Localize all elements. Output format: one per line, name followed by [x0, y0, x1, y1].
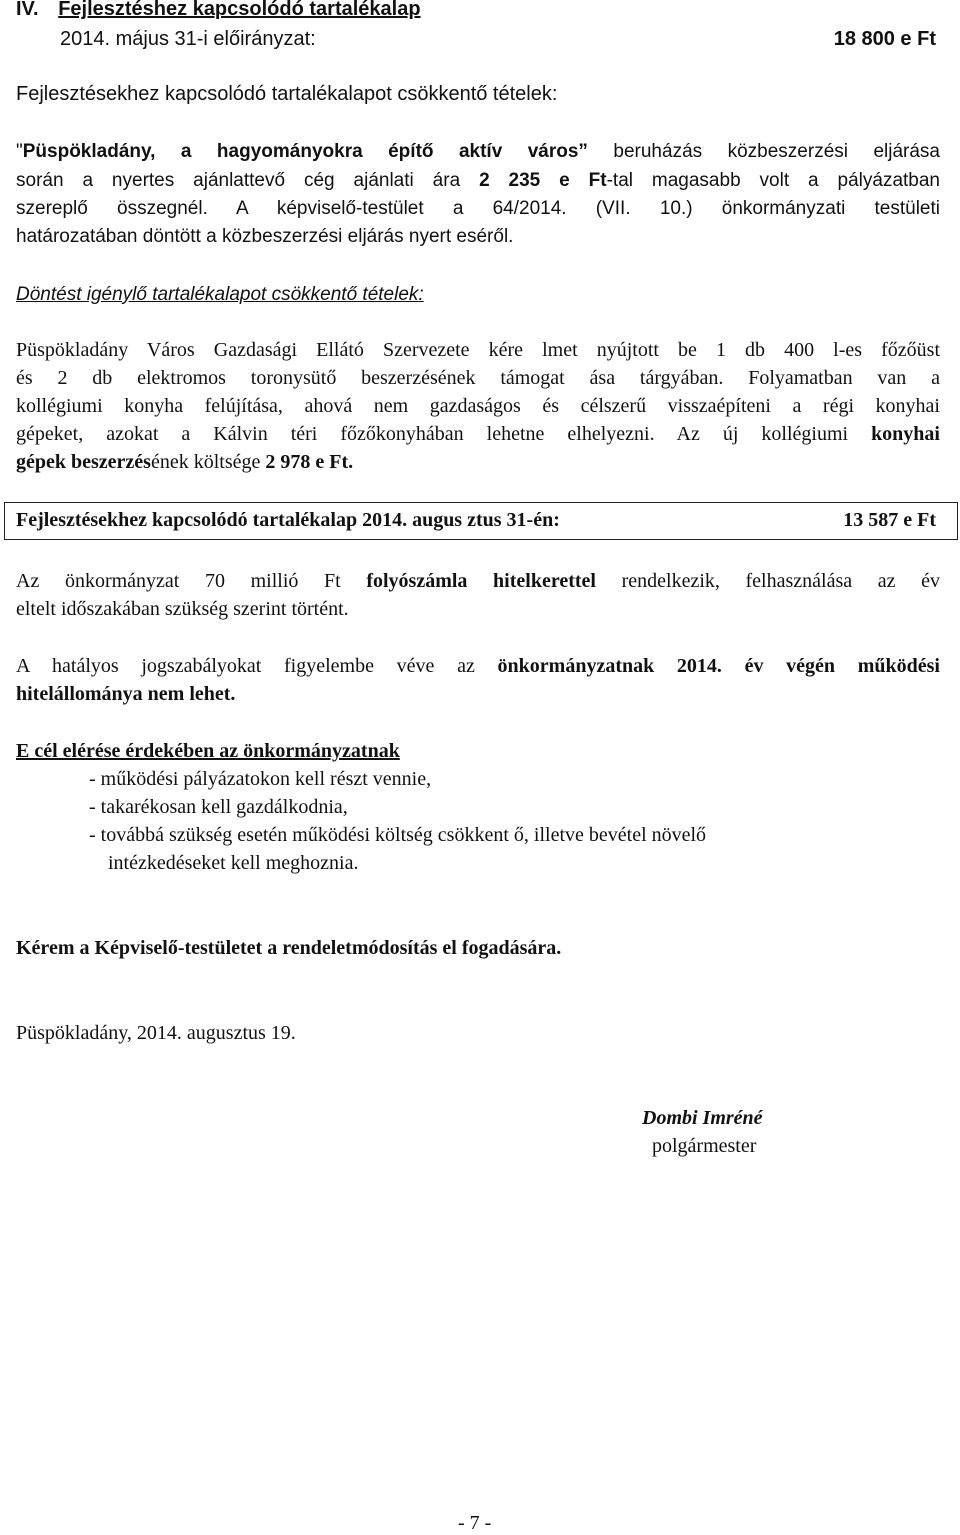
legal-line-1: A hatályos jogszabályokat figyelembe véve az önkormányzatnak 2014. év végén működési [16, 655, 940, 677]
goal-item-1: - működési pályázatokon kell részt vennie, [89, 768, 432, 790]
decision-items-line-3: kollégiumi konyha felújítása, ahová nem gazdaságos és célszerű visszaépíteni a régi konyhai [16, 395, 940, 417]
goal-item-2: - takarékosan kell gazdálkodnia, [89, 796, 348, 818]
reducing-items-heading: Fejlesztésekhez kapcsolódó tartalékalapot csökkentő tételek: [16, 83, 558, 105]
signature-name: Dombi Imréné [642, 1107, 763, 1129]
decision-items-line-1: Püspökladány Város Gazdasági Ellátó Szervezete kére lmet nyújtott be 1 db 400 l-es főzőüst [16, 339, 940, 361]
balance-amount: 13 587 e Ft [843, 509, 936, 531]
decision-items-heading: Döntést igénylő tartalékalapot csökkentő tételek: [16, 284, 424, 305]
section-number: IV. [16, 0, 39, 20]
reducing-items-line-4: határozatában döntött a közbeszerzési eljárás nyert eséről. [16, 226, 514, 247]
section-header [16, 0, 421, 21]
decision-items-line-4: gépeket, azokat a Kálvin téri főzőkonyhában lehetne elhelyezni. Az új kollégiumi konyhai [16, 423, 940, 445]
decision-items-line-2: és 2 db elektromos toronysütő beszerzésének támogat ása tárgyában. Folyamatban van a [16, 367, 940, 389]
goal-item-3: - továbbá szükség esetén működési költség csökkent ő, illetve bevétel növelő [89, 824, 707, 846]
section-title: Fejlesztéshez kapcsolódó tartalékalap [58, 0, 421, 20]
credit-line-2: eltelt időszakában szükség szerint történt. [16, 598, 349, 620]
request-sentence: Kérem a Képviselő-testületet a rendeletmódosítás el fogadására. [16, 937, 562, 959]
legal-line-2: hitelállománya nem lehet. [16, 683, 236, 705]
balance-label: Fejlesztésekhez kapcsolódó tartalékalap 2014. augus ztus 31-én: [16, 509, 560, 531]
forecast-label: 2014. május 31-i előirányzat: [60, 28, 316, 50]
page-number: - 7 - [458, 1512, 492, 1534]
goal-heading: E cél elérése érdekében az önkormányzatnak [16, 740, 400, 762]
decision-items-line-5: gépek beszerzésének költsége 2 978 e Ft. [16, 451, 354, 473]
reducing-items-line-2: során a nyertes ajánlattevő cég ajánlati ára 2 235 e Ft-tal magasabb volt a pályázatban [16, 170, 941, 191]
credit-line-1: Az önkormányzat 70 millió Ft folyószámla hitelkerettel rendelkezik, felhasználása az év [16, 570, 941, 592]
place-date: Püspökladány, 2014. augusztus 19. [16, 1022, 296, 1044]
reducing-items-line-3: szereplő összegnél. A képviselő-testület a 64/2014. (VII. 10.) önkormányzati testületi [16, 198, 940, 219]
reducing-items-line-1: "Püspökladány, a hagyományokra építő aktív város” beruházás közbeszerzési eljárása [16, 141, 940, 162]
signature-role: polgármester [652, 1135, 757, 1157]
goal-item-3-continuation: intézkedéseket kell meghoznia. [108, 852, 359, 874]
forecast-amount: 18 800 e Ft [833, 28, 936, 50]
